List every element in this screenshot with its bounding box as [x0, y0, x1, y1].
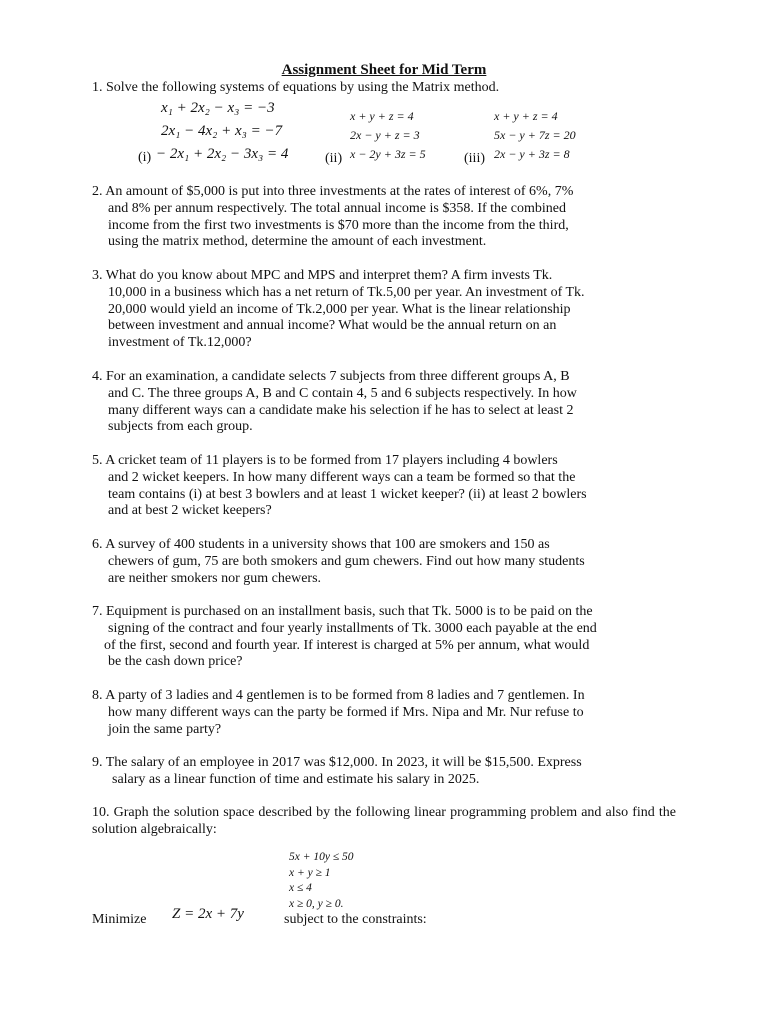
- question-line: be the cash down price?: [108, 654, 243, 670]
- objective-function: Z = 2x + 7y: [172, 906, 244, 922]
- question-6: [92, 537, 682, 587]
- question-line: 20,000 would yield an income of Tk.2,000 per year. What is the linear relationship: [108, 301, 571, 317]
- system-ii-eq-3: x − 2y + 3z = 5: [350, 147, 426, 161]
- question-line: 10,000 in a business which has a net return of Tk.5,00 per year. An investment of Tk.: [108, 284, 585, 300]
- question-line: 9. The salary of an employee in 2017 was $12,000. In 2023, it will be $15,500. Express: [92, 755, 582, 770]
- question-5: [92, 453, 682, 520]
- system-i-eq-1: x₁ + 2x₂ − x₃ = −3: [161, 100, 275, 116]
- question-line: how many different ways can the party be formed if Mrs. Nipa and Mr. Nur refuse to: [108, 704, 584, 720]
- question-line: and C. The three groups A, B and C contain 4, 5 and 6 subjects respectively. In how: [108, 385, 577, 401]
- question-4: [92, 369, 682, 436]
- constraint-list: [289, 850, 354, 912]
- question-7: [92, 604, 682, 671]
- system-i-eq-3: − 2x₁ + 2x₂ − 3x₃ = 4: [156, 146, 289, 162]
- question-line: 6. A survey of 400 students in a university shows that 100 are smokers and 150 as: [92, 537, 550, 552]
- system-i-eq-2: 2x₁ − 4x₂ + x₃ = −7: [161, 123, 283, 139]
- system-iii-label: (iii): [464, 151, 485, 166]
- system-ii-eq-2: 2x − y + z = 3: [350, 128, 420, 142]
- system-i-label: (i): [138, 150, 152, 165]
- question-line: and 8% per annum respectively. The total annual income is $358. If the combined: [108, 200, 566, 216]
- question-10-text: 10. Graph the solution space described by the following linear programming problem and also find the solution algebraically:: [92, 805, 676, 837]
- question-8: [92, 688, 682, 738]
- question-line: 3. What do you know about MPC and MPS and interpret them? A firm invests Tk.: [92, 268, 553, 283]
- question-line: salary as a linear function of time and estimate his salary in 2025.: [112, 771, 480, 787]
- question-3: [92, 268, 682, 352]
- question-line: 8. A party of 3 ladies and 4 gentlemen is to be formed from 8 ladies and 7 gentlemen. In: [92, 688, 585, 703]
- question-line: chewers of gum, 75 are both smokers and gum chewers. Find out how many students: [108, 553, 585, 569]
- minimize-label: Minimize: [92, 912, 147, 927]
- question-line: signing of the contract and four yearly installments of Tk. 3000 each payable at the end: [108, 620, 597, 636]
- system-ii: [350, 107, 426, 164]
- system-iii-eq-3: 2x − y + 3z = 8: [494, 147, 570, 161]
- system-i: [156, 97, 289, 166]
- question-line: many different ways can a candidate make his selection if he has to select at least 2: [108, 402, 574, 418]
- question-line: income from the first two investments is $70 more than the income from the third,: [108, 217, 569, 233]
- page-title: Assignment Sheet for Mid Term: [281, 62, 487, 78]
- question-line: are neither smokers nor gum chewers.: [108, 570, 322, 586]
- question-9: [92, 755, 682, 789]
- question-line: using the matrix method, determine the amount of each investment.: [108, 234, 487, 250]
- constraint-3: x ≤ 4: [289, 882, 312, 894]
- system-iii-eq-2: 5x − y + 7z = 20: [494, 128, 576, 142]
- question-line: of the first, second and fourth year. If interest is charged at 5% per annum, what would: [104, 637, 590, 653]
- question-line: investment of Tk.12,000?: [108, 335, 252, 351]
- question-line: subjects from each group.: [108, 419, 253, 435]
- question-line: 7. Equipment is purchased on an installment basis, such that Tk. 5000 is to be paid on the: [92, 604, 593, 619]
- constraint-2: x + y ≥ 1: [289, 866, 331, 879]
- question-1: [92, 80, 682, 97]
- subject-to-label: subject to the constraints:: [284, 912, 427, 927]
- system-iii-eq-1: x + y + z = 4: [494, 109, 558, 123]
- question-1-text: 1. Solve the following systems of equations by using the Matrix method.: [92, 80, 500, 95]
- system-ii-eq-1: x + y + z = 4: [350, 109, 414, 123]
- question-line: team contains (i) at best 3 bowlers and at least 1 wicket keeper? (ii) at least 2 bowlers: [108, 486, 587, 502]
- question-2: [92, 184, 682, 251]
- system-ii-label: (ii): [325, 151, 343, 166]
- question-line: 2. An amount of $5,000 is put into three investments at the rates of interest of 6%, 7%: [92, 184, 574, 199]
- constraint-4: x ≥ 0, y ≥ 0.: [289, 897, 344, 910]
- constraint-1: 5x + 10y ≤ 50: [289, 851, 354, 863]
- question-line: 4. For an examination, a candidate selects 7 subjects from three different groups A, B: [92, 369, 570, 384]
- question-line: join the same party?: [108, 721, 222, 737]
- question-line: and 2 wicket keepers. In how many different ways can a team be formed so that the: [108, 469, 576, 485]
- question-line: 5. A cricket team of 11 players is to be formed from 17 players including 4 bowlers: [92, 453, 558, 468]
- question-line: between investment and annual income? What would be the annual return on an: [108, 318, 557, 334]
- system-iii: [494, 107, 576, 164]
- question-line: and at best 2 wicket keepers?: [108, 503, 272, 519]
